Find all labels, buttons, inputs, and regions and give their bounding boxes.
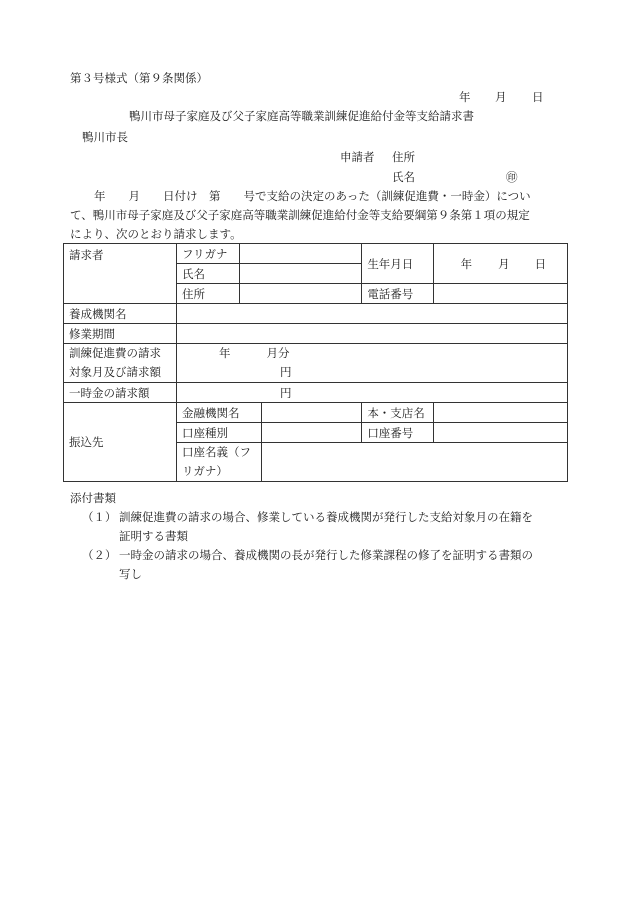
training-fee-label (64, 344, 177, 383)
phone-label: 電話番号 (362, 284, 433, 304)
birth-day: 日 (534, 256, 547, 271)
school-name-label: 養成機関名 (64, 304, 177, 324)
attachment-2-line-1: 一時金の請求の場合、養成機関の長が発行した修業課程の修了を証明する書類の (119, 548, 533, 562)
attachments-heading: 添付書類 (70, 491, 116, 505)
birthdate-field[interactable] (433, 244, 567, 284)
requester-label: 請求者 (64, 244, 177, 304)
furigana-label: フリガナ (177, 244, 240, 264)
lump-sum-field[interactable] (177, 383, 568, 403)
date-year: 年 (459, 90, 471, 104)
date-month: 月 (495, 90, 507, 104)
seal-mark: ㊞ (506, 170, 518, 184)
attachment-2-number: （２） (82, 548, 117, 562)
phone-field[interactable] (433, 284, 567, 304)
body-line-3: により、次のとおり請求します。 (70, 227, 242, 241)
branch-field[interactable] (433, 403, 567, 423)
account-holder-label-line-2: リガナ） (182, 464, 228, 478)
address-label: 住所 (177, 284, 240, 304)
request-form-table (63, 243, 568, 482)
training-fee-label-line-2: 対象月及び請求額 (69, 365, 161, 379)
birth-month: 月 (498, 256, 510, 271)
furigana-field[interactable] (240, 244, 362, 264)
account-type-label: 口座種別 (177, 423, 262, 443)
body-line-1: 年 月 日付け 第 号で支給の決定のあった（訓練促進費・一時金）につい (94, 189, 531, 203)
applicant-name-label: 氏名 (392, 170, 415, 184)
training-fee-field[interactable] (177, 344, 568, 383)
form-number: 第３号様式（第９条関係） (70, 71, 208, 85)
account-holder-field[interactable] (261, 443, 567, 482)
name-field[interactable] (240, 264, 362, 284)
lump-yen: 円 (280, 385, 292, 400)
transfer-label: 振込先 (64, 403, 177, 482)
bank-name-field[interactable] (261, 403, 362, 423)
lump-sum-label: 一時金の請求額 (64, 383, 177, 403)
attachment-1-number: （１） (82, 510, 117, 524)
body-line-2: て、鴨川市母子家庭及び父子家庭高等職業訓練促進給付金等支給要綱第９条第１項の規定 (70, 208, 530, 222)
attachment-1-line-1: 訓練促進費の請求の場合、修業している養成機関が発行した支給対象月の在籍を (119, 510, 533, 524)
fee-yen: 円 (280, 365, 292, 379)
bank-name-label: 金融機関名 (177, 403, 262, 423)
account-holder-label-line-1: 口座名義（フ (182, 445, 252, 459)
branch-label: 本・支店名 (362, 403, 433, 423)
account-holder-label (177, 443, 262, 482)
account-type-field[interactable] (261, 423, 362, 443)
fee-year: 年 (219, 346, 231, 360)
attachment-2-line-2: 写し (119, 567, 142, 581)
account-number-field[interactable] (433, 423, 567, 443)
document-title: 鴨川市母子家庭及び父子家庭高等職業訓練促進給付金等支給請求書 (129, 109, 474, 123)
name-label: 氏名 (177, 264, 240, 284)
birthdate-label: 生年月日 (362, 244, 433, 284)
account-number-label: 口座番号 (362, 423, 433, 443)
study-period-field[interactable] (177, 324, 568, 344)
date-day: 日 (532, 90, 544, 104)
attachment-1-line-2: 証明する書類 (119, 529, 188, 543)
training-fee-label-line-1: 訓練促進費の請求 (69, 346, 161, 360)
applicant-address-label: 住所 (392, 150, 415, 164)
school-name-field[interactable] (177, 304, 568, 324)
applicant-label: 申請者 (340, 150, 375, 164)
study-period-label: 修業期間 (64, 324, 177, 344)
birth-year: 年 (460, 256, 473, 271)
addressee: 鴨川市長 (82, 130, 128, 144)
fee-month: 月分 (266, 346, 290, 360)
address-field[interactable] (240, 284, 362, 304)
